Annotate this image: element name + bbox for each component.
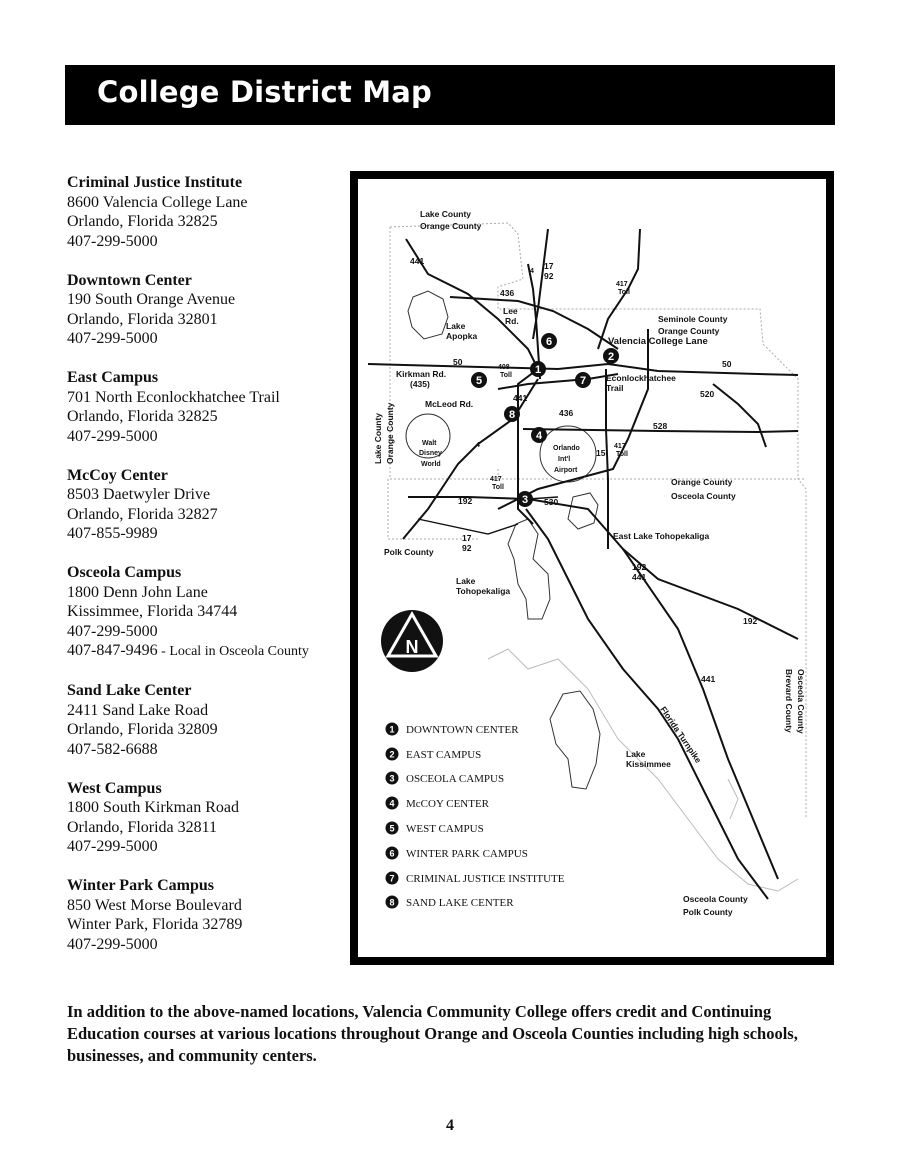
label-orange-county-top: Orange County	[420, 221, 482, 231]
label-orange-county-vertical: Orange County	[385, 402, 395, 464]
label-polk-county-bottom: Polk County	[683, 907, 733, 917]
location-name: Osceola Campus	[67, 564, 182, 581]
label-road-528: 528	[653, 421, 668, 431]
locations-list	[67, 173, 357, 974]
location-name: West Campus	[67, 779, 162, 797]
location-name: McCoy Center	[67, 466, 168, 484]
svg-text:WINTER PARK CAMPUS: WINTER PARK CAMPUS	[406, 848, 528, 860]
map-marker-8	[504, 406, 520, 422]
svg-text:OSCEOLA CAMPUS: OSCEOLA CAMPUS	[406, 773, 505, 785]
road-520	[713, 384, 766, 447]
label-osceola-county-vertical: Osceola County	[796, 669, 806, 734]
label-econ-1: Econlockhatchee	[606, 373, 676, 383]
label-kirkman-2: (435)	[410, 379, 430, 389]
svg-text:3: 3	[521, 494, 529, 506]
label-east-lake-toho: East Lake Tohopekaliga	[613, 531, 710, 541]
legend-item-west-campus	[386, 822, 484, 836]
label-florida-turnpike: Florida Turnpike	[658, 704, 704, 765]
label-osceola-county-bottom: Osceola County	[683, 894, 748, 904]
svg-text:McCOY CENTER: McCOY CENTER	[406, 798, 490, 810]
legend-item-sand-lake-center	[386, 896, 515, 910]
road-192	[408, 497, 798, 639]
label-toll-408: Toll	[500, 372, 512, 379]
svg-text:8: 8	[508, 409, 516, 421]
location-address: 8503 Daetwyler Drive	[67, 486, 211, 503]
location-phone: 407-299-5000	[67, 838, 158, 855]
label-road-192-left: 192	[458, 496, 473, 506]
label-lake-county-vertical: Lake County	[373, 412, 383, 464]
svg-text:7: 7	[579, 375, 587, 387]
svg-text:1: 1	[534, 364, 542, 376]
label-road-4-mid: 4	[476, 442, 480, 449]
footer-note: In addition to the above-named locations, Valencia Community College offers credit and Continuing Education courses at various locations throughout Orange and Osceola Counties including high schools, businesses, and community centers.	[67, 1002, 798, 1065]
location-phone: 407-299-5000	[67, 330, 158, 347]
location-local-phone	[67, 641, 357, 662]
legend-item-east-campus	[386, 748, 482, 762]
label-road-50-left: 50	[453, 357, 463, 367]
location-address: 8600 Valencia College Lane	[67, 193, 248, 211]
location-phone: 407-299-5000	[67, 622, 158, 640]
svg-text:DOWNTOWN CENTER: DOWNTOWN CENTER	[406, 724, 519, 736]
label-osceola-county-south: Osceola County	[671, 491, 736, 501]
label-road-408: 408	[498, 364, 510, 371]
legend-item-criminal-justice-institute	[386, 872, 565, 886]
location-phone: 407-582-6688	[67, 740, 158, 758]
local-phone-note: - Local in Osceola County	[157, 644, 309, 659]
svg-text:N: N	[405, 637, 419, 657]
label-road-530: 530	[544, 497, 559, 507]
svg-text:6: 6	[389, 848, 395, 859]
map-marker-1	[530, 361, 546, 377]
location-phone: 407-299-5000	[67, 427, 158, 445]
svg-text:8: 8	[389, 897, 395, 908]
label-road-417-top: 417	[616, 281, 628, 288]
map-marker-4	[531, 427, 547, 443]
map-marker-5	[471, 372, 487, 388]
label-lake-county-top: Lake County	[420, 209, 472, 219]
label-road-436-top: 436	[500, 288, 515, 298]
location-address: 1800 South Kirkman Road	[67, 799, 239, 816]
road-17-92-south	[418, 519, 518, 534]
label-road-17: 17	[544, 261, 554, 271]
road-441-south	[623, 549, 778, 879]
label-lake-kissimmee-2: Kissimmee	[626, 759, 671, 769]
label-road-520: 520	[700, 389, 715, 399]
label-seminole-county: Seminole County	[658, 314, 728, 324]
legend-item-winter-park-campus	[386, 847, 528, 861]
label-valencia-college-lane: Valencia College Lane	[608, 336, 708, 347]
location-city: Winter Park, Florida 32789	[67, 916, 243, 933]
location-city: Orlando, Florida 32801	[67, 310, 218, 328]
label-road-4-top: 4	[530, 268, 534, 275]
district-map	[350, 171, 834, 965]
location-name: Criminal Justice Institute	[67, 174, 243, 191]
location-name: Downtown Center	[67, 271, 192, 289]
label-road-50-right: 50	[722, 359, 732, 369]
svg-text:2: 2	[607, 351, 615, 363]
svg-text:SAND LAKE CENTER: SAND LAKE CENTER	[406, 897, 514, 909]
label-road-192-441-b: 441	[632, 572, 647, 582]
location-osceola-campus	[67, 563, 357, 662]
svg-text:3: 3	[389, 773, 395, 784]
svg-text:CRIMINAL JUSTICE INSTITUTE: CRIMINAL JUSTICE INSTITUTE	[406, 873, 565, 885]
location-phone: 407-855-9989	[67, 525, 158, 542]
svg-text:4: 4	[535, 430, 543, 442]
label-toll-mid: Toll	[616, 451, 628, 458]
location-city: Orlando, Florida 32825	[67, 213, 218, 230]
legend-item-osceola-campus	[386, 772, 505, 786]
label-toll-low: Toll	[492, 484, 504, 491]
location-city: Orlando, Florida 32811	[67, 818, 218, 836]
location-winter-park-campus	[67, 876, 357, 954]
location-address: 1800 Denn John Lane	[67, 583, 208, 601]
svg-text:EAST CAMPUS: EAST CAMPUS	[406, 749, 482, 761]
location-city: Orlando, Florida 32825	[67, 408, 218, 425]
label-lake-apopka-1: Lake	[446, 321, 466, 331]
label-road-17-low: 17	[462, 533, 472, 543]
map-marker-7	[575, 372, 591, 388]
location-criminal-justice-institute	[67, 173, 357, 251]
legend-item-downtown-center	[386, 723, 520, 737]
label-orange-county-east: Orange County	[658, 326, 720, 336]
label-wdw-3: World	[421, 461, 441, 468]
label-lake-toho-1: Lake	[456, 576, 476, 586]
label-road-92-low: 92	[462, 543, 472, 553]
legend-item-mccoy-center	[386, 797, 490, 811]
map-drawing	[358, 179, 826, 957]
road-408	[498, 374, 618, 389]
svg-text:2: 2	[389, 749, 395, 760]
label-airport-1: Orlando	[553, 445, 580, 452]
svg-text:1: 1	[389, 724, 395, 735]
label-road-441-mid: 441	[513, 393, 528, 403]
label-airport-2: Int'l	[558, 456, 571, 463]
location-address: 850 West Morse Boulevard	[67, 896, 242, 914]
location-west-campus	[67, 779, 357, 857]
location-downtown-center	[67, 271, 357, 349]
location-phone: 407-299-5000	[67, 935, 158, 953]
map-marker-2	[603, 348, 619, 364]
svg-text:WEST CAMPUS: WEST CAMPUS	[406, 823, 484, 835]
lake-kissimmee-shape	[550, 691, 600, 789]
label-road-436-mid: 436	[559, 408, 574, 418]
label-wdw-1: Walt	[422, 440, 437, 447]
svg-text:4: 4	[389, 798, 395, 809]
header-bar	[65, 65, 835, 125]
label-road-441-low: 441	[701, 674, 716, 684]
location-address: 190 South Orange Avenue	[67, 291, 236, 308]
label-mcleod-rd: McLeod Rd.	[425, 399, 474, 409]
label-road-192-441-a: 192	[632, 562, 647, 572]
location-name: East Campus	[67, 369, 159, 386]
label-airport-3: Airport	[554, 467, 578, 474]
road-17-92	[533, 229, 548, 339]
label-road-441-top: 441	[410, 256, 425, 266]
location-sand-lake-center	[67, 681, 357, 759]
label-lake-apopka-2: Apopka	[446, 331, 478, 341]
location-phone: 407-299-5000	[67, 232, 158, 250]
location-city: Orlando, Florida 32809	[67, 721, 218, 738]
label-road-92: 92	[544, 271, 554, 281]
location-name: Sand Lake Center	[67, 682, 192, 699]
location-east-campus	[67, 368, 357, 446]
north-arrow-icon	[381, 610, 443, 672]
location-city: Kissimmee, Florida 34744	[67, 603, 238, 620]
page-title: College District Map	[97, 75, 432, 109]
label-lee-1: Lee	[503, 306, 518, 316]
svg-text:5: 5	[475, 375, 483, 387]
road-econ-trail	[606, 369, 608, 549]
label-wdw-2: Disney	[419, 450, 442, 457]
map-marker-3	[517, 491, 533, 507]
label-brevard-county-vertical: Brevard County	[784, 669, 794, 733]
label-polk-county: Polk County	[384, 547, 434, 557]
lake-apopka-shape	[408, 291, 448, 339]
location-address: 701 North Econlockhatchee Trail	[67, 388, 280, 406]
label-econ-2: Trail	[606, 383, 624, 393]
location-mccoy-center	[67, 466, 357, 544]
label-lake-kissimmee-1: Lake	[626, 749, 646, 759]
page-number: 4	[446, 1117, 454, 1134]
label-orange-county-south: Orange County	[671, 477, 733, 487]
east-lake-tohopekaliga-shape	[568, 493, 598, 529]
label-lee-2: Rd.	[505, 316, 519, 326]
label-lake-toho-2: Tohopekaliga	[456, 586, 511, 596]
svg-text:5: 5	[389, 823, 395, 834]
map-legend	[386, 723, 565, 910]
svg-text:6: 6	[545, 336, 553, 348]
label-road-192-right: 192	[743, 616, 758, 626]
location-address: 2411 Sand Lake Road	[67, 701, 209, 719]
label-road-15: 15	[596, 448, 606, 458]
label-road-417-low: 417	[490, 476, 502, 483]
location-name: Winter Park Campus	[67, 877, 214, 894]
map-marker-6	[541, 333, 557, 349]
local-phone-number: 407-847-9496	[67, 642, 158, 659]
label-road-417-mid: 417	[614, 443, 626, 450]
svg-text:7: 7	[389, 873, 395, 884]
label-kirkman-1: Kirkman Rd.	[396, 369, 447, 379]
label-toll-top: Toll	[618, 289, 630, 296]
location-city: Orlando, Florida 32827	[67, 505, 218, 523]
